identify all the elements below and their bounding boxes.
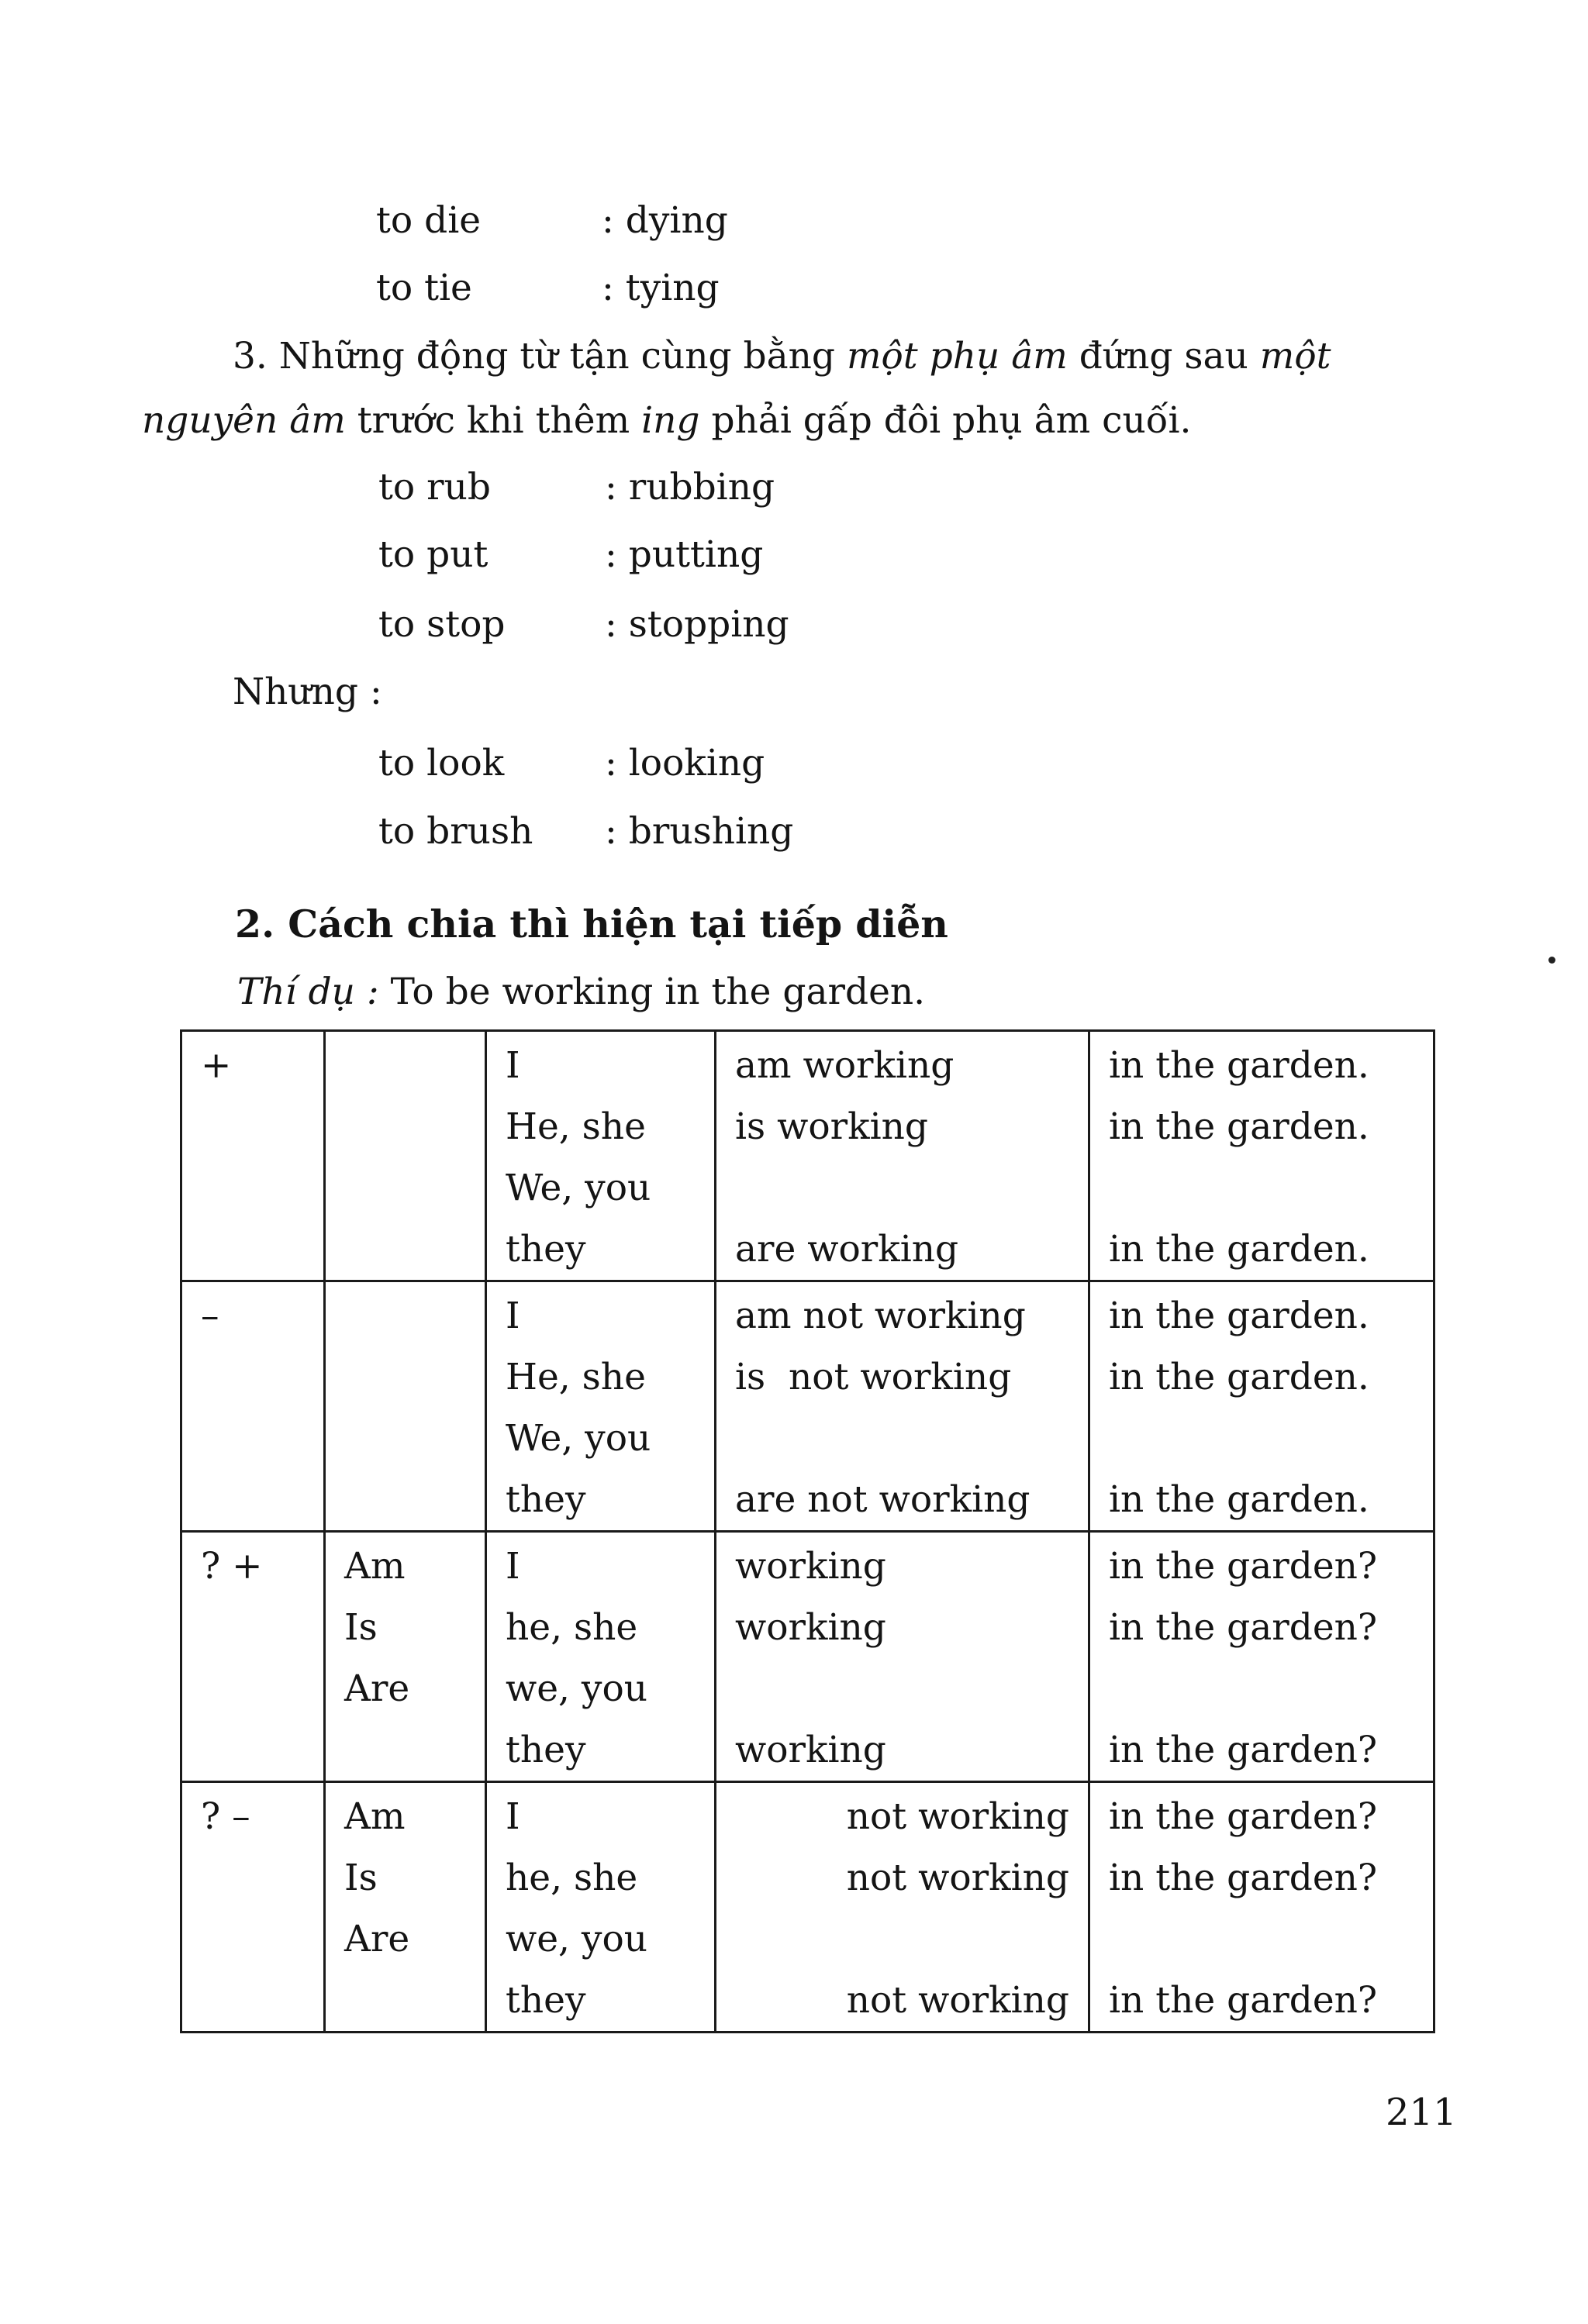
sign-cell: + <box>181 1031 325 1281</box>
conjugation-table <box>180 1029 1435 2033</box>
aux-cell: Am Is Are <box>325 1782 486 2033</box>
example-verb: to stop <box>378 603 506 646</box>
example-form: : looking <box>605 742 765 784</box>
example-verb: to rub <box>378 466 491 509</box>
example-form: : tying <box>602 267 720 309</box>
sign-cell: ? + <box>181 1532 325 1782</box>
scan-speck <box>1548 957 1555 964</box>
aux-cell: Am Is Are <box>325 1532 486 1782</box>
but-label: Nhưng : <box>233 671 382 713</box>
rule3-line1 <box>233 333 1331 380</box>
example-verb: to die <box>376 199 482 242</box>
subject-cell: I he, she we, you they <box>486 1532 716 1782</box>
location-cell: in the garden. in the garden. in the garden. <box>1089 1031 1434 1281</box>
sign-cell: ? – <box>181 1782 325 2033</box>
example-text: To be working in the garden. <box>378 971 926 1013</box>
rule3-text: đứng sau <box>1067 335 1260 378</box>
example-form: : brushing <box>605 810 794 853</box>
table-row <box>181 1281 1434 1532</box>
table-row <box>181 1532 1434 1782</box>
aux-cell <box>325 1281 486 1532</box>
example-verb: to put <box>378 533 488 576</box>
location-cell: in the garden. in the garden. in the garden. <box>1089 1281 1434 1532</box>
location-cell: in the garden? in the garden? in the garden? <box>1089 1532 1434 1782</box>
example-verb: to look <box>378 742 505 784</box>
aux-cell <box>325 1031 486 1281</box>
rule3-italic: một <box>1259 335 1331 378</box>
location-cell: in the garden? in the garden? in the garden? <box>1089 1782 1434 2033</box>
example-form: : putting <box>605 533 764 576</box>
verb-cell: am not working is not working are not working <box>716 1281 1089 1532</box>
example-form: : stopping <box>605 603 789 646</box>
section-heading: 2. Cách chia thì hiện tại tiếp diễn <box>235 902 948 946</box>
page-number: 211 <box>1386 2091 1457 2134</box>
example-label: Thí dụ : <box>237 971 379 1013</box>
rule3-italic: một phụ âm <box>846 335 1068 378</box>
subject-cell: I He, she We, you they <box>486 1281 716 1532</box>
verb-cell: not working not working not working <box>716 1782 1089 2033</box>
example-verb: to brush <box>378 810 533 853</box>
subject-cell: I he, she we, you they <box>486 1782 716 2033</box>
example-verb: to tie <box>376 267 472 309</box>
example-form: : rubbing <box>605 466 775 509</box>
example-form: : dying <box>602 199 728 242</box>
rule3-text: phải gấp đôi phụ âm cuối. <box>699 399 1192 442</box>
subject-cell: I He, she We, you they <box>486 1031 716 1281</box>
table-row <box>181 1782 1434 2033</box>
verb-cell: am working is working are working <box>716 1031 1089 1281</box>
table-row <box>181 1031 1434 1281</box>
rule3-line2 <box>142 398 1192 444</box>
rule3-italic: nguyên âm <box>142 399 346 442</box>
rule3-text: trước khi thêm <box>345 399 642 442</box>
rule3-italic: ing <box>641 399 700 442</box>
example-sentence <box>237 969 925 1015</box>
sign-cell: – <box>181 1281 325 1532</box>
rule3-text: 3. Những động từ tận cùng bằng <box>233 335 847 378</box>
verb-cell: working working working <box>716 1532 1089 1782</box>
